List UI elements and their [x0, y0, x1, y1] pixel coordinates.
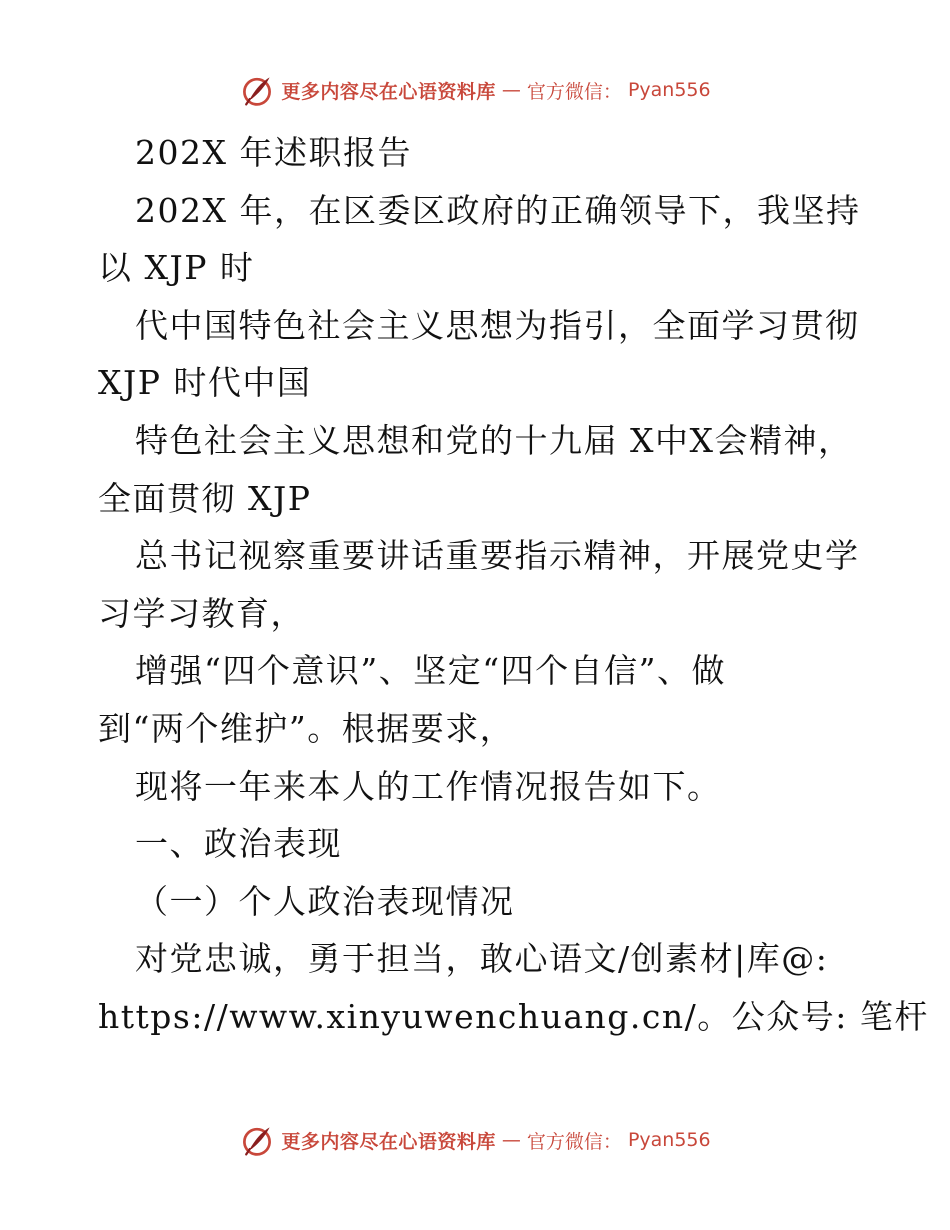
paragraph-line: 到“两个维护”。根据要求，: [98, 708, 515, 748]
subsection-heading: （一）个人政治表现情况: [135, 881, 515, 921]
document-title: 202X 年述职报告: [135, 133, 412, 172]
watermark-group: [239, 72, 710, 108]
watermark-separator: —: [501, 1129, 521, 1151]
watermark-main-text: 更多内容尽在心语资料库: [281, 80, 496, 103]
watermark-handle: Pyan556: [627, 1129, 711, 1151]
watermark-group: [239, 1122, 710, 1158]
paragraph-line: https://www.xinyuwenchuang.cn/。公众号: 笔杆: [98, 996, 929, 1036]
document-body: [98, 124, 929, 1046]
paragraph-line: 代中国特色社会主义思想为指引，全面学习贯彻: [135, 305, 860, 345]
paragraph-line: XJP 时代中国: [98, 363, 312, 403]
footer-watermark: [0, 1118, 950, 1162]
watermark-main-text: 更多内容尽在心语资料库: [281, 1130, 496, 1153]
paragraph-line: 特色社会主义思想和党的十九届 X中X会精神，: [135, 420, 853, 460]
feather-pen-logo-icon: [239, 1122, 275, 1158]
watermark-handle: Pyan556: [627, 79, 711, 101]
paragraph-line: 现将一年来本人的工作情况报告如下。: [135, 766, 722, 806]
watermark-official-label: 官方微信：: [526, 1130, 622, 1153]
watermark-separator: —: [501, 79, 521, 101]
paragraph-line: 202X 年，在区委区政府的正确领导下，我坚持: [135, 190, 861, 230]
paragraph-line: 全面贯彻 XJP: [98, 478, 312, 518]
paragraph-line: 对党忠诚，勇于担当，敢心语文/创素材|库@:: [135, 939, 829, 979]
watermark-official-label: 官方微信：: [526, 80, 622, 103]
paragraph-line: 增强“四个意识”、坚定“四个自信”、做: [135, 651, 726, 691]
section-heading: 一、政治表现: [135, 824, 342, 864]
paragraph-line: 以 XJP 时: [98, 248, 255, 288]
paragraph-line: 总书记视察重要讲话重要指示精神，开展党史学: [135, 536, 860, 576]
paragraph-line: 习学习教育，: [98, 593, 305, 633]
feather-pen-logo-icon: [239, 72, 275, 108]
header-watermark: [0, 68, 950, 112]
